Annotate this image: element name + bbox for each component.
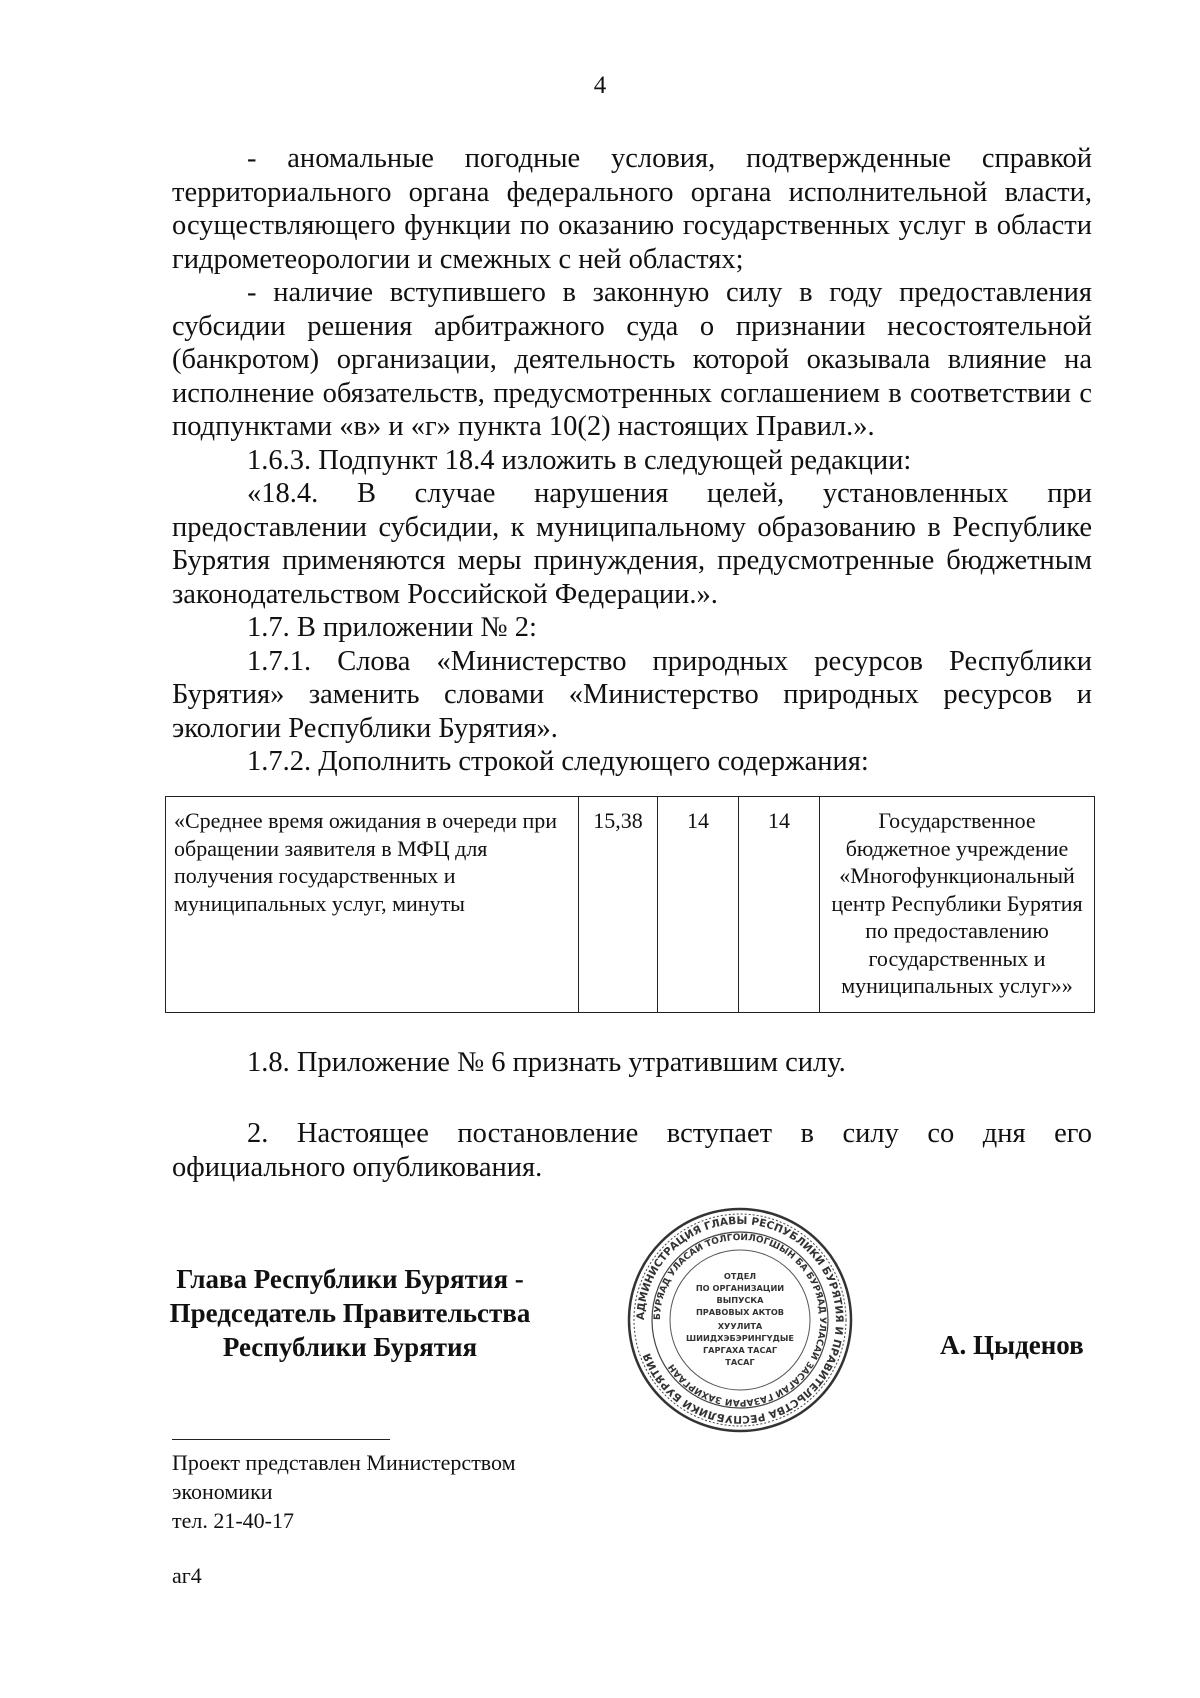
- table-row: [166, 797, 1095, 1013]
- seal-center-line: ГАРГАХА ТАСАГ: [702, 1345, 778, 1355]
- paragraph-1-7: 1.7. В приложении № 2:: [247, 612, 537, 643]
- footnote-phone: тел. 21-40-17: [172, 1508, 295, 1533]
- seal-center-line: ВЫПУСКА: [716, 1295, 764, 1305]
- seal-center-line: ШИИДХЭБЭРИНГҮДЫЕ: [686, 1333, 794, 1343]
- paragraph-1-7-1: 1.7.1. Слова «Министерство природных ресурсов Республики Бурятия» заменить словами «Министерство природных ресурсов и экологии Республики Бурятия».: [172, 645, 1092, 744]
- document-code: аг4: [172, 1563, 202, 1588]
- signature-title-line: Председатель Правительства: [169, 1298, 531, 1328]
- table-cell-value-3: 14: [739, 797, 820, 1013]
- svg-text:АДМИНИСТРАЦИЯ ГЛАВЫ РЕСПУБЛИКИ: [635, 1215, 845, 1425]
- table-cell-organization: Государственное бюджетное учреждение «Многофункциональный центр Республики Бурятия по предоставлению государственных и муниципальных услуг»»: [820, 797, 1095, 1013]
- paragraph-18-4: «18.4. В случае нарушения целей, установленных при предоставлении субсидии, к муниципальному образованию в Республике Бурятия применяются меры принуждения, предусмотренные бюджетным законодательством Российской Федерации.».: [172, 478, 1092, 610]
- seal-outer-text: АДМИНИСТРАЦИЯ ГЛАВЫ РЕСПУБЛИКИ БУРЯТИЯ И ПРАВИТЕЛЬСТВА РЕСПУБЛИКИ БУРЯТИЯ: [634, 1214, 846, 1426]
- table-cell-value-2: 14: [658, 797, 739, 1013]
- body-text: [172, 142, 1092, 779]
- page-number: 4: [593, 72, 607, 99]
- paragraph-anomalous-weather: - аномальные погодные условия, подтвержденные справкой территориального органа федерального органа исполнительной власти, осуществляющего функции по оказанию государственных услуг в области гидрометеорологии и смежных с ней областях;: [172, 143, 1092, 275]
- signature-title-line: Республики Бурятия: [222, 1332, 478, 1362]
- seal-inner-text: БУРЯАД УЛАСАЙ ТОЛГОЙЛОГШЫН БА БУРЯАД УЛАСАЙ ЗАСАГАЙ ГАЗАРАЙ ЗАХИРГААН: [652, 1232, 828, 1408]
- footnote: [172, 1448, 516, 1535]
- footnote-line: экономики: [172, 1479, 273, 1504]
- signatory-name: А. Цыденов: [940, 1330, 1084, 1360]
- seal-center-line: ПО ОРГАНИЗАЦИИ: [695, 1283, 785, 1293]
- signature-title: [150, 1262, 550, 1364]
- paragraph-1-8: 1.8. Приложение № 6 признать утратившим силу.: [247, 1047, 846, 1078]
- seal-center-line: ХУУЛИТА: [717, 1321, 763, 1331]
- signature-title-line: Глава Республики Бурятия -: [176, 1264, 524, 1294]
- seal-center-line: ПРАВОВЫХ АКТОВ: [695, 1307, 785, 1317]
- footnote-line: Проект представлен Министерством: [172, 1450, 516, 1475]
- seal-center-line: ОТДЕЛ: [723, 1271, 757, 1281]
- table-cell-value-1: 15,38: [579, 797, 658, 1013]
- paragraph-1-7-2: 1.7.2. Дополнить строкой следующего содержания:: [247, 746, 869, 777]
- paragraph-bankruptcy: - наличие вступившего в законную силу в году предоставления субсидии решения арбитражного суда о признании несостоятельной (банкротом) организации, деятельность которой оказывала влияние на исполнение обязательств, предусмотренных соглашением в соответствии с подпунктами «в» и «г» пункта 10(2) настоящих Правил.».: [172, 277, 1092, 442]
- paragraph-1-6-3: 1.6.3. Подпункт 18.4 изложить в следующей редакции:: [247, 444, 912, 476]
- table-cell-indicator: «Среднее время ожидания в очереди при обращении заявителя в МФЦ для получения государственных и муниципальных услуг, минуты: [166, 797, 579, 1013]
- appendix-table: [165, 796, 1095, 1013]
- svg-text:БУРЯАД УЛАСАЙ ТОЛГОЙЛОГШЫН БА: [653, 1231, 827, 1409]
- seal-center-line: ТАСАГ: [725, 1357, 755, 1367]
- footnote-divider: [172, 1439, 390, 1440]
- official-seal-icon: [625, 1205, 855, 1435]
- paragraph-2: 2. Настоящее постановление вступает в силу со дня его официального опубликования.: [172, 1118, 1092, 1183]
